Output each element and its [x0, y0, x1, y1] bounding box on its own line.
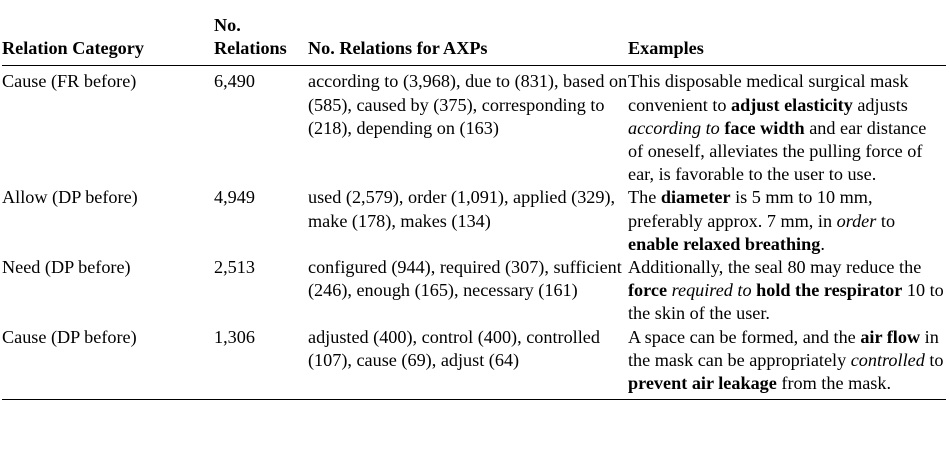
example-text: A space can be formed, and the — [628, 326, 861, 347]
header-count-line2: Relations — [214, 38, 287, 59]
example-text: . — [820, 233, 825, 254]
row-example — [628, 256, 946, 326]
row-count: 6,490 — [214, 71, 255, 92]
example-highlight: prevent air leakage — [628, 373, 777, 394]
example-text: This disposable medical surgical mask convenient to — [628, 71, 909, 115]
table-row — [2, 66, 946, 187]
example-highlight: diameter — [660, 187, 731, 208]
header-count — [214, 14, 308, 66]
example-text: adjusts — [852, 94, 908, 115]
table-row — [2, 186, 946, 256]
row-count: 4,949 — [214, 187, 255, 208]
table-row — [2, 256, 946, 326]
row-category: Cause (DP before) — [2, 326, 214, 400]
row-category: Need (DP before) — [2, 257, 131, 278]
row-count: 1,306 — [214, 326, 308, 400]
table-row — [2, 326, 946, 400]
example-text: 10 to the skin of the user. — [628, 280, 944, 324]
row-example — [628, 66, 946, 187]
example-highlight: hold the respirator — [756, 280, 903, 301]
example-highlight: face width — [724, 117, 805, 138]
example-text: and ear distance of oneself, alleviates the pulling force of ear, is favorable to the user to use. — [628, 117, 927, 185]
row-axps: configured (944), required (307), sufficient (246), enough (165), necessary (161) — [308, 257, 622, 301]
example-highlight: air flow — [860, 326, 921, 347]
example-text: Additionally, the seal 80 may reduce the — [628, 257, 922, 278]
example-text: to — [924, 349, 944, 370]
row-example — [628, 326, 946, 400]
example-text: from the mask. — [776, 373, 892, 394]
row-count: 2,513 — [214, 257, 255, 278]
example-text: The — [628, 187, 661, 208]
example-highlight: enable relaxed breathing — [628, 233, 821, 254]
example-axp: required to — [671, 280, 752, 301]
header-row — [2, 14, 946, 66]
example-axp: order — [836, 210, 877, 231]
header-axps: No. Relations for AXPs — [308, 14, 628, 66]
example-text: is 5 mm to 10 mm, preferably approx. 7 mm, in — [628, 187, 873, 231]
example-highlight: force — [628, 280, 668, 301]
header-count-line1: No. — [214, 15, 241, 35]
row-category: Allow (DP before) — [2, 187, 138, 208]
example-text: to — [876, 210, 896, 231]
row-axps: used (2,579), order (1,091), applied (329), make (178), makes (134) — [308, 187, 616, 231]
example-highlight: adjust elasticity — [731, 94, 853, 115]
header-category: Relation Category — [2, 14, 214, 66]
row-axps: adjusted (400), control (400), controlled (107), cause (69), adjust (64) — [308, 326, 628, 400]
example-text: in the mask can be appropriately — [628, 326, 939, 370]
row-example — [628, 186, 946, 256]
header-examples: Examples — [628, 14, 946, 66]
example-axp: controlled — [850, 349, 925, 370]
example-axp: according to — [628, 117, 720, 138]
row-category: Cause (FR before) — [2, 71, 137, 92]
relation-table — [2, 14, 946, 400]
row-axps: according to (3,968), due to (831), based on (585), caused by (375), corresponding to (218), depending on (163) — [308, 71, 628, 138]
